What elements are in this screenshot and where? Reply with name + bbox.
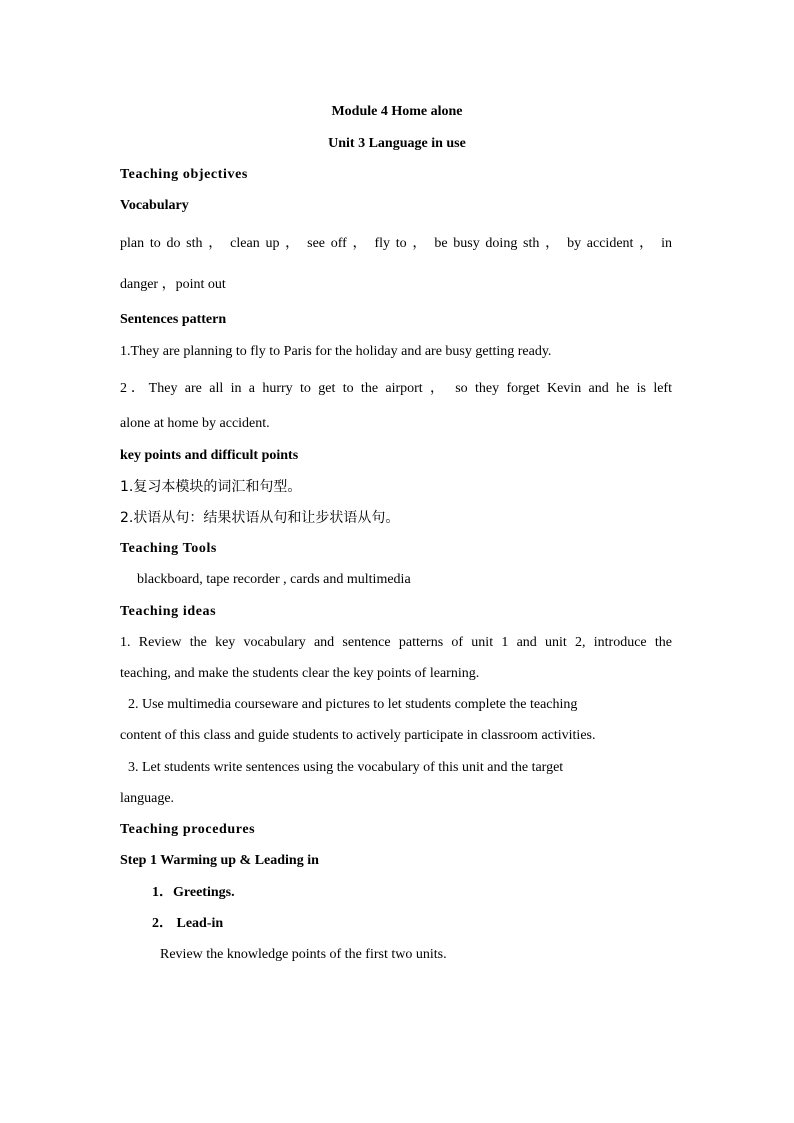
idea-3-line-2: language. xyxy=(120,791,175,806)
idea-2-line-2: content of this class and guide students to actively participate in classroom activities. xyxy=(120,728,596,743)
tools-heading: Teaching Tools xyxy=(120,541,217,556)
step-1-item-lead-in: 2． Lead-in xyxy=(152,916,224,931)
sentence-2-line-1: 2．They are all in a hurry to get to the airport ， so they forget Kevin and he is left xyxy=(120,381,672,396)
step-1-review-text: Review the knowledge points of the first two units. xyxy=(160,947,447,962)
ideas-heading: Teaching ideas xyxy=(120,604,217,619)
idea-3-line-1: 3. Let students write sentences using the vocabulary of this unit and the target xyxy=(128,760,564,775)
sentence-1: 1.They are planning to fly to Paris for the holiday and are busy getting ready. xyxy=(120,344,552,359)
document-title: Module 4 Home alone xyxy=(331,104,463,119)
vocabulary-line-2: danger ，point out xyxy=(120,277,226,292)
objectives-heading: Teaching objectives xyxy=(120,167,248,182)
vocabulary-line-1: plan to do sth ， clean up ， see off ， fly to ， be busy doing sth ， by accident ， in xyxy=(120,236,672,251)
keypoint-2: 2.状语从句：结果状语从句和让步状语从句。 xyxy=(120,510,400,526)
sentences-heading: Sentences pattern xyxy=(120,312,227,327)
step-1-item-greetings: 1．Greetings. xyxy=(152,885,235,900)
tools-text: blackboard, tape recorder , cards and multimedia xyxy=(137,572,411,587)
keypoint-1: 1.复习本模块的词汇和句型。 xyxy=(120,479,302,495)
step-1-heading: Step 1 Warming up & Leading in xyxy=(120,853,319,868)
idea-1-line-1: 1. Review the key vocabulary and sentence patterns of unit 1 and unit 2, introduce the xyxy=(120,635,672,650)
idea-2-line-1: 2. Use multimedia courseware and pictures to let students complete the teaching xyxy=(128,697,578,712)
vocabulary-heading: Vocabulary xyxy=(120,198,189,213)
sentence-2-line-2: alone at home by accident. xyxy=(120,416,270,431)
keypoints-heading: key points and difficult points xyxy=(120,448,299,463)
unit-title: Unit 3 Language in use xyxy=(328,136,466,151)
procedures-heading: Teaching procedures xyxy=(120,822,256,837)
idea-1-line-2: teaching, and make the students clear the key points of learning. xyxy=(120,666,480,681)
